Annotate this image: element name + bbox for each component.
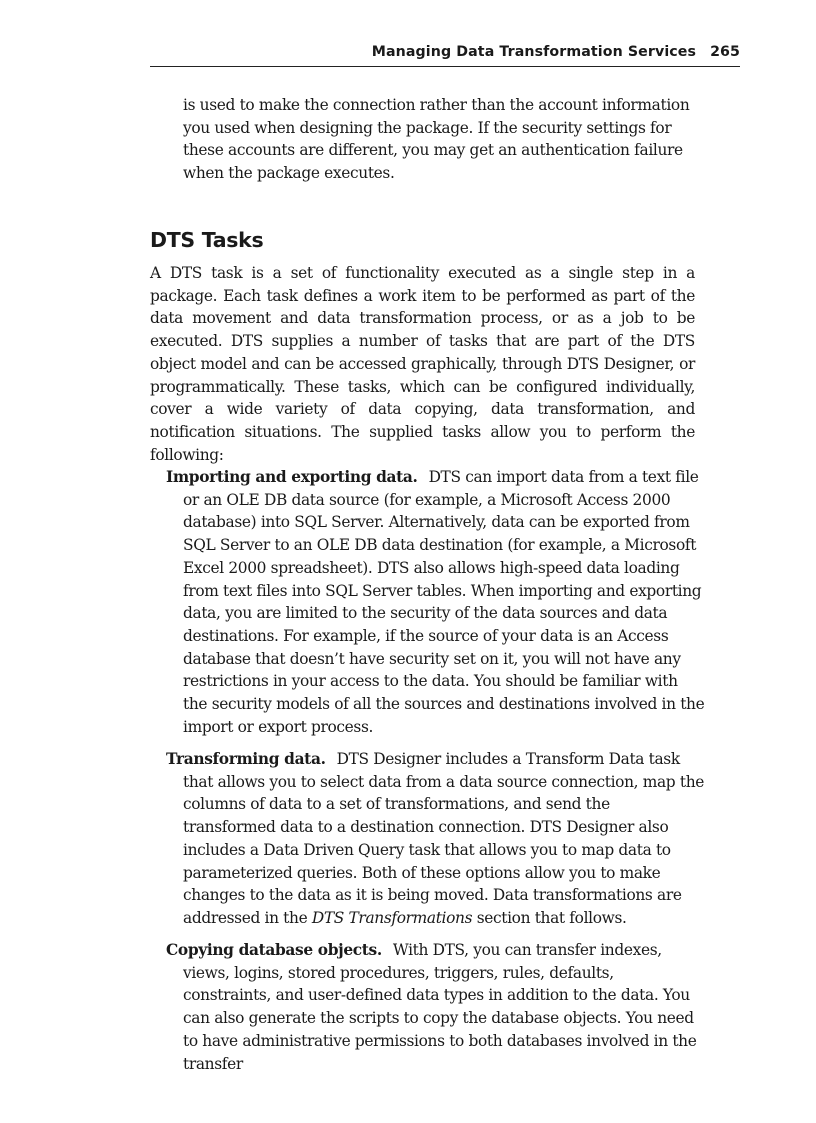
page-number: 265 [710,44,740,60]
list-item-text: With DTS, you can transfer indexes, views, logins, stored procedures, triggers, rules, defaults, constraints, and user-defined data types in addition to the data. You can also generate the scripts to copy the database objects. You need to have administrative permissions to both databases involved in the transfer [183,941,697,1073]
list-item-tail: section that follows. [476,908,627,927]
list-item [166,939,706,1075]
section-paragraph: A DTS task is a set of functionality executed as a single step in a package. Each task defines a work item to be performed as part of the data movement and data transformation process, or as a job to be executed. DTS supplies a number of tasks that are part of the DTS object model and can be accessed graphically, through DTS Designer, or programmatically. These tasks, which can be configured individually, cover a wide variety of data copying, data transformation, and notification situations. The supplied tasks allow you to perform the following: [150,264,695,464]
list-item-text: DTS Designer includes a Transform Data task that allows you to select data from a data source connection, map the columns of data to a set of transformations, and send the transformed data to a destination connection. DTS Designer also includes a Data Driven Query task that allows you to map data to parameterized queries. Both of these options allow you to make changes to the data as it is being moved. Data transformations are addressed in the [183,750,705,927]
list-item-term: Transforming data. [166,750,326,768]
list-item-term: Importing and exporting data. [166,468,418,486]
running-header [150,40,740,67]
list-item-text: DTS can import data from a text file or an OLE DB data source (for example, a Microsoft Access 2000 database) into SQL Server. Alternatively, data can be exported from SQL Server to an OLE DB data destination (for example, a Microsoft Excel 2000 spreadsheet). DTS also allows high-speed data loading from text files into SQL Server tables. When importing and exporting data, you are limited to the security of the data sources and data destinations. For example, if the source of your data is an Access database that doesn’t have security set on it, you will not have any restrictions in your access to the data. You should be familiar with the security models of all the sources and destinations involved in the import or export process. [183,468,705,736]
header-title: Managing Data Transformation Services [371,44,697,60]
list-item-term: Copying database objects. [166,941,382,959]
section-heading: DTS Tasks [150,228,264,252]
cross-reference: DTS Transformations [311,908,473,927]
intro-paragraph: is used to make the connection rather than the account information you used when designing the package. If the security settings for these accounts are different, you may get an authentication failure when the package executes. [183,96,690,183]
list-item [166,748,706,930]
list-item [166,466,706,738]
